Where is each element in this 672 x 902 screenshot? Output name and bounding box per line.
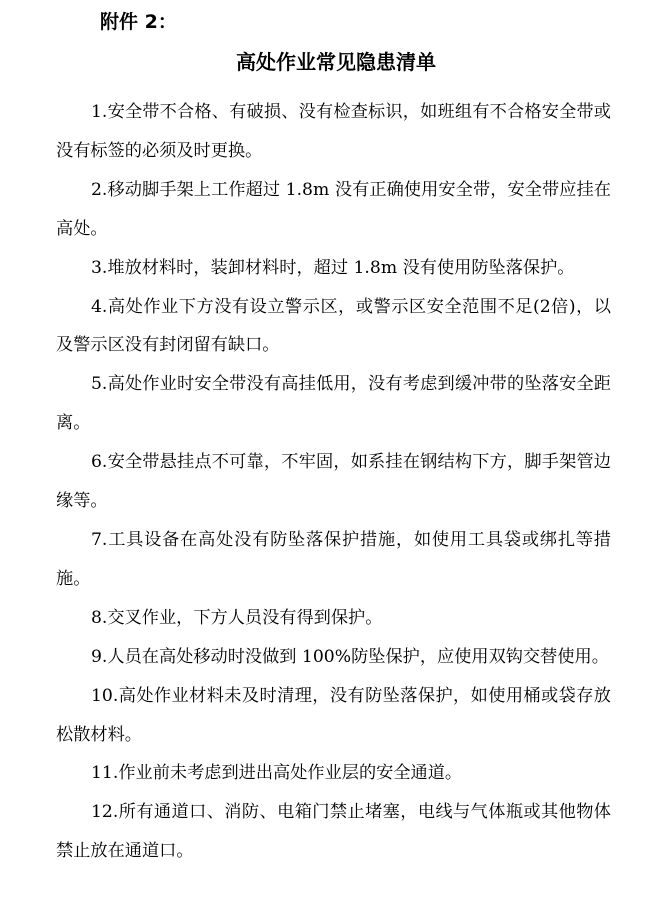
hazard-item-4: 4.高处作业下方没有设立警示区，或警示区安全范围不足(2倍)，以及警示区没有封闭留有缺口。 <box>56 296 611 356</box>
hazard-item-5: 5.高处作业时安全带没有高挂低用，没有考虑到缓冲带的坠落安全距离。 <box>56 374 611 434</box>
hazard-item-7: 7.工具设备在高处没有防坠落保护措施，如使用工具袋或绑扎等措施。 <box>56 529 611 589</box>
hazard-item-3: 3.堆放材料时，装卸材料时，超过 1.8m 没有使用防坠落保护。 <box>91 257 575 278</box>
hazard-item-12: 12.所有通道口、消防、电箱门禁止堵塞，电线与气体瓶或其他物体禁止放在通道口。 <box>56 802 611 862</box>
hazard-item-9: 9.人员在高处移动时没做到 100%防坠保护，应使用双钩交替使用。 <box>91 646 609 667</box>
hazard-item-2: 2.移动脚手架上工作超过 1.8m 没有正确使用安全带，安全带应挂在高处。 <box>56 179 611 239</box>
hazard-item-1: 1.安全带不合格、有破损、没有检查标识，如班组有不合格安全带或没有标签的必须及时更换。 <box>56 102 611 161</box>
hazard-item-6: 6.安全带悬挂点不可靠，不牢固，如系挂在钢结构下方，脚手架管边缘等。 <box>56 452 611 512</box>
hazard-item-11: 11.作业前未考虑到进出高处作业层的安全通道。 <box>91 763 463 784</box>
hazard-list <box>56 93 611 871</box>
hazard-item-8: 8.交叉作业，下方人员没有得到保护。 <box>91 607 383 628</box>
document-title: 高处作业常见隐患清单 <box>236 50 436 74</box>
hazard-item-10: 10.高处作业材料未及时清理，没有防坠落保护，如使用桶或袋存放松散材料。 <box>56 685 611 745</box>
attachment-label: 附件 2： <box>100 11 177 33</box>
